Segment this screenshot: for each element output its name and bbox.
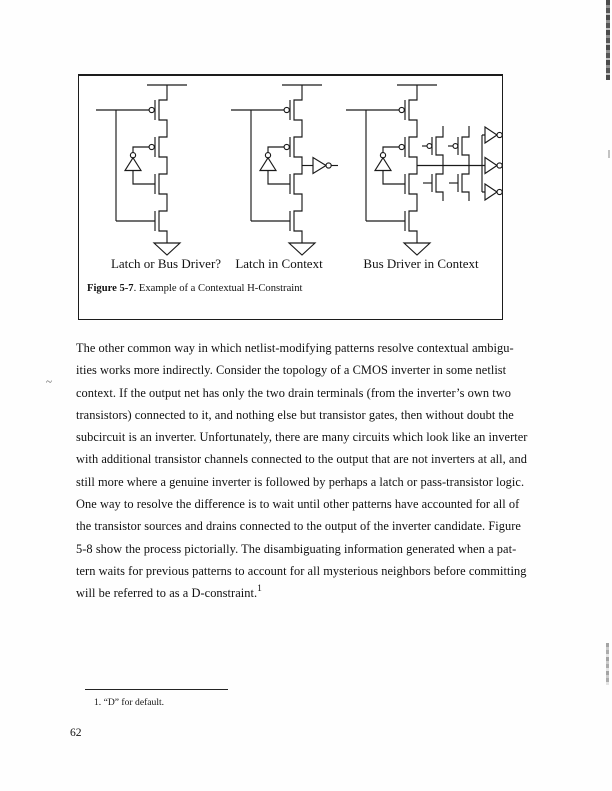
pmos-bubble xyxy=(453,144,458,149)
pass-transistor-pair xyxy=(422,126,443,201)
figure-box xyxy=(78,74,503,320)
circuit-latch-or-bus-driver xyxy=(96,85,187,255)
ground-symbol xyxy=(154,243,180,255)
body-text-line xyxy=(76,582,546,604)
body-text-line: context. If the output net has only the two drain terminals (from the inverter’s own two xyxy=(76,385,511,400)
body-text-line: The other common way in which netlist-modifying patterns resolve contextual ambigu- xyxy=(76,341,514,355)
body-text-line: 5-8 show the process pictorially. The disambiguating information generated when a pat- xyxy=(76,541,517,556)
feedback-inverter-symbol xyxy=(125,158,141,171)
footnote-reference: 1 xyxy=(257,584,262,595)
body-text-line: still more where a genuine inverter is followed by perhaps a latch or pass-transistor logic. xyxy=(76,474,525,489)
ground-symbol xyxy=(404,243,430,255)
circuit-label-bus-driver-in-context: Bus Driver in Context xyxy=(363,256,479,271)
pmos-bubble xyxy=(149,144,154,149)
circuit-label-latch-or-bus-driver: Latch or Bus Driver? xyxy=(110,256,222,271)
page-number: 62 xyxy=(70,726,82,739)
figure-caption-text: . Example of a Contextual H-Constraint xyxy=(133,283,303,294)
scan-artifact-margin-mark: ~ xyxy=(46,376,52,388)
transistor-stack xyxy=(409,85,417,243)
receiver-inverter xyxy=(485,184,502,200)
body-text-line-end: will be referred to as a D-constraint. xyxy=(76,586,258,601)
pass-transistor-pair xyxy=(448,126,469,201)
footnote-text: 1. “D” for default. xyxy=(94,697,165,708)
body-text-line: One way to resolve the difference is to wait until other patterns have accounted for all of xyxy=(76,497,520,512)
receiver-inverter xyxy=(485,158,502,174)
figure-caption-label: Figure 5-7 xyxy=(87,283,134,294)
feedback-wire xyxy=(383,147,399,153)
circuit-diagram xyxy=(79,76,502,318)
pmos-bubble xyxy=(399,107,404,112)
transistor-stack xyxy=(294,85,302,243)
scan-artifact-edge-strip xyxy=(606,0,610,80)
footnote-rule xyxy=(85,689,228,690)
scan-artifact-edge-mark xyxy=(608,150,610,158)
pmos-bubble xyxy=(284,144,289,149)
body-text-line: transistors) connected to it, and nothing else but transistor gates, then without doubt the xyxy=(76,407,514,422)
circuit-label-latch-in-context: Latch in Context xyxy=(235,256,323,271)
body-text-line: the transistor sources and drains connected to the output of the inverter candidate. Figure xyxy=(76,519,521,534)
body-text-line: tern waits for previous patterns to account for all mysterious neighbors before committing xyxy=(76,563,527,578)
inverter-bubble xyxy=(326,163,331,168)
circuit-latch-in-context xyxy=(231,85,338,255)
feedback-wire xyxy=(133,171,155,185)
body-text-line: subcircuit is an inverter. Unfortunately, there are many circuits which look like an inverter xyxy=(76,430,528,445)
body-text-line: ities works more indirectly. Consider the topology of a CMOS inverter in some netlist xyxy=(76,363,507,378)
feedback-wire xyxy=(268,171,290,185)
feedback-inverter-symbol xyxy=(375,158,391,171)
feedback-inverter-symbol xyxy=(260,158,276,171)
pmos-bubble xyxy=(399,144,404,149)
feedback-wire xyxy=(268,147,284,153)
circuit-bus-driver-in-context xyxy=(346,85,502,255)
scan-artifact-edge-strip xyxy=(606,643,609,685)
receiver-inverter xyxy=(485,127,502,143)
pmos-bubble xyxy=(427,144,432,149)
body-paragraph xyxy=(76,337,546,605)
feedback-wire xyxy=(133,147,149,153)
output-inverter-symbol xyxy=(313,158,326,174)
ground-symbol xyxy=(289,243,315,255)
transistor-stack xyxy=(159,85,167,243)
figure-caption xyxy=(87,283,302,294)
body-text-line: with additional transistor channels connected to the output that are not inverters at all, and xyxy=(76,452,527,467)
feedback-wire xyxy=(383,171,405,185)
pmos-bubble xyxy=(284,107,289,112)
pmos-bubble xyxy=(149,107,154,112)
